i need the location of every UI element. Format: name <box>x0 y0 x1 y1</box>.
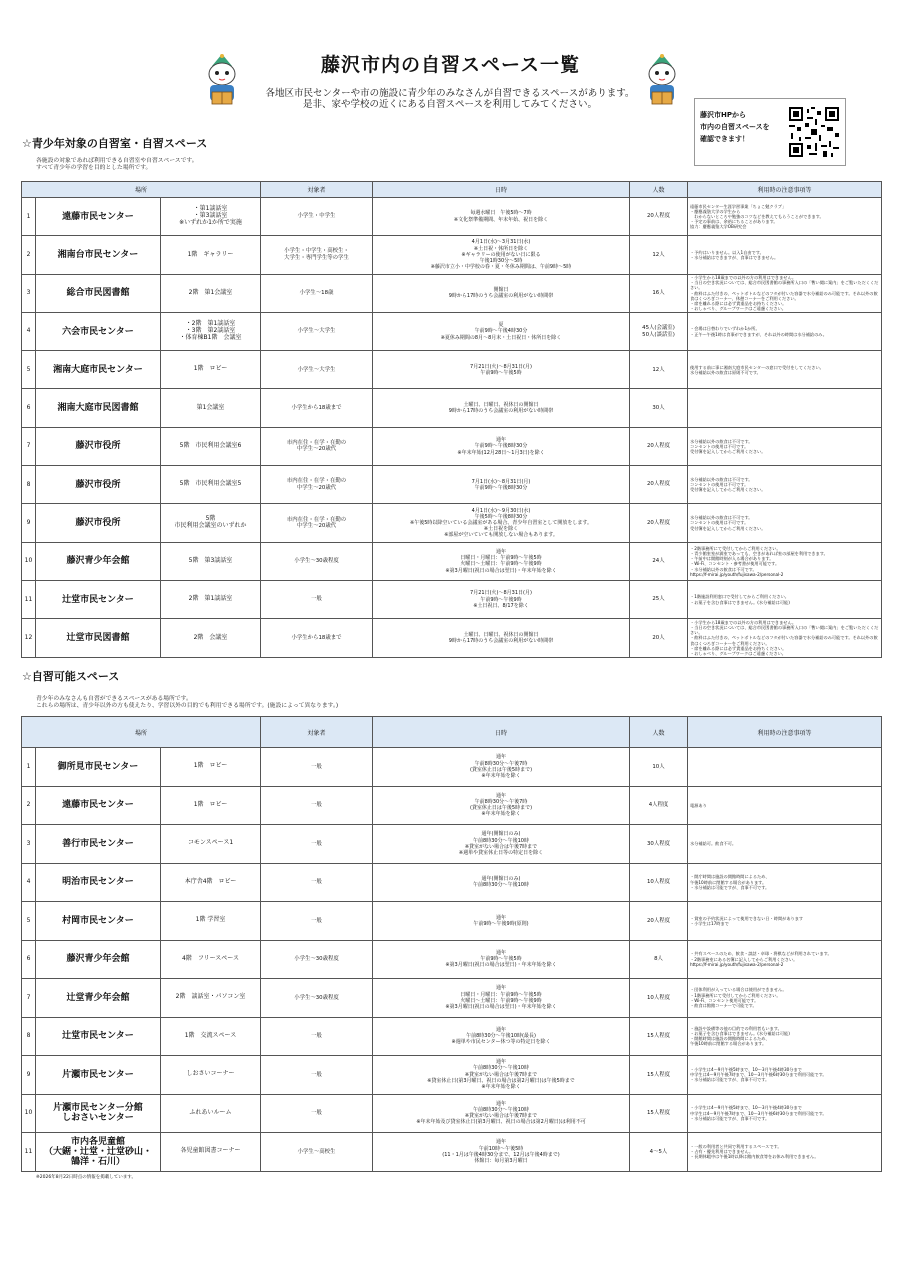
column-header: 利用時の注意事項等 <box>688 182 882 198</box>
target-audience-cell: 一般 <box>261 825 373 864</box>
facility-name-cell: 片瀬市民センター <box>36 1056 161 1095</box>
table-row <box>22 1017 882 1056</box>
capacity-cell: 15人程度 <box>630 1017 688 1056</box>
location-cell: 2階 談話室・パソコン室 <box>161 979 261 1018</box>
target-audience-cell: 小学生から18歳まで <box>261 389 373 427</box>
table-row <box>22 619 882 657</box>
opening-hours-cell: 通年 午前8時30分～午後10時 ※貸室がない場合は午後7時まで ※貸室休止日(第3月曜日、祝日の場合は第2月曜日)は午後5時まで ※年末年始を除く <box>373 1056 630 1095</box>
location-cell: 2階 第1会議室 <box>161 274 261 312</box>
facility-name-cell: 御所見市民センター <box>36 748 161 787</box>
row-number-cell: 10 <box>22 542 36 580</box>
opening-hours-cell: 7月1日(水)～8月31日(月) 午前9時～午後8時30分 <box>373 466 630 504</box>
facility-name-cell: 総合市民図書館 <box>36 274 161 312</box>
opening-hours-cell: 毎週水曜日 午後5時～7時 ※文化祭準備期間、年末年始、祝日を除く <box>373 198 630 236</box>
column-header: 対象者 <box>261 182 373 198</box>
location-cell: 2階 第1談話室 <box>161 580 261 618</box>
opening-hours-cell: 通年 午前8時30分～午後10時 ※貸室がない場合は午後7時まで ※年末年始及び貸室休止日(第3月曜日、祝日の場合は第2月曜日)は利用不可 <box>373 1094 630 1133</box>
opening-hours-cell: 通年 午前8時30分～午後10時(最長) ※週単や市民センター休つ等の特定日を除く <box>373 1017 630 1056</box>
opening-hours-cell: 土曜日、日曜日、祝休日の開館日 9時から17時のうち会議室の利用がない時間帯 <box>373 619 630 657</box>
target-audience-cell: 一般 <box>261 863 373 902</box>
capacity-cell: 20人程度 <box>630 504 688 542</box>
section-description: 各施設の対象であれば利用できる自習室や自習スペースです。 すべて青少年の学習を目的とした場所です。 <box>36 158 198 171</box>
page-title: 藤沢市内の自習スペース一覧 <box>320 54 581 76</box>
capacity-cell: 4人程度 <box>630 786 688 825</box>
target-audience-cell: 一般 <box>261 786 373 825</box>
capacity-cell: 12人 <box>630 351 688 389</box>
row-number-cell: 6 <box>22 940 36 979</box>
facility-name-cell: 遠藤市民センター <box>36 198 161 236</box>
row-number-cell: 5 <box>22 351 36 389</box>
row-number-cell: 2 <box>22 786 36 825</box>
page-subtitle: 各地区市民センターや市の施設に青少年のみなさんが自習できるスペースがあります。 是非、家や学校の近くにある自習スペースを利用してみてください。 <box>265 88 635 110</box>
row-number-cell: 12 <box>22 619 36 657</box>
target-audience-cell: 一般 <box>261 1056 373 1095</box>
notes-cell: ・1階施設利用窓口で受付してからご利用ください。 ・お菓子を含む食事はできません。(水分補給は可能) <box>688 580 882 618</box>
table-row <box>22 580 882 618</box>
column-header: 対象者 <box>261 717 373 748</box>
table-row <box>22 198 882 236</box>
row-number-cell: 8 <box>22 466 36 504</box>
section-description: 青少年のみなさんも自習ができるスペースがある場所です。 これらの場所は、青少年以外の方も使えたり、学習以外の目的でも利用できる場所です。(施設によって異なります。) <box>36 696 339 709</box>
row-number-cell: 8 <box>22 1017 36 1056</box>
target-audience-cell: 小学生・中学生・高校生・ 大学生・専門学生等の学生 <box>261 236 373 274</box>
opening-hours-cell: 通年 午前8時30分～午後7時 (貸室休止日は午後5時まで) ※年末年始を除く <box>373 748 630 787</box>
row-number-cell: 4 <box>22 312 36 350</box>
capacity-cell: 8人 <box>630 940 688 979</box>
opening-hours-cell: 通年(開館日のみ) 午前8時30分～午後10時 <box>373 863 630 902</box>
facility-name-cell: 藤沢青少年会館 <box>36 542 161 580</box>
youth-study-room-table <box>21 181 882 658</box>
location-cell: 本庁舎4階 ロビー <box>161 863 261 902</box>
opening-hours-cell: 7月21日(火)～8月31日(月) 午前9時～午後5時 <box>373 351 630 389</box>
notes-cell: ・会場は日替わりでいずれか1か所。 ・正午～午後1時は食事ができますが、それ以外の時間は水分補給のみ。 <box>688 312 882 350</box>
row-number-cell: 1 <box>22 198 36 236</box>
facility-name-cell: 藤沢市役所 <box>36 427 161 465</box>
target-audience-cell: 小学生・中学生 <box>261 198 373 236</box>
facility-name-cell: 藤沢市役所 <box>36 466 161 504</box>
row-number-cell: 2 <box>22 236 36 274</box>
target-audience-cell: 小学生～30歳程度 <box>261 940 373 979</box>
target-audience-cell: 市内在住・在学・在勤の 中学生～20歳代 <box>261 466 373 504</box>
qr-caption: 藤沢市HPから 市内の自習スペースを 確認できます！ <box>700 111 770 143</box>
row-number-cell: 1 <box>22 748 36 787</box>
notes-cell <box>688 389 882 427</box>
target-audience-cell: 小学生から18歳まで <box>261 619 373 657</box>
table-row <box>22 466 882 504</box>
opening-hours-cell: 通年 午前9時～午後9時(原則) <box>373 902 630 941</box>
notes-cell: ・小学生は4～9月午後5時まで、10～3月午後4時30分まで 中学生は4～9月午後7時まで、10～3月午後6時30分まで利用可能です。 ・水分補給は可能ですが、食事不可です。 <box>688 1056 882 1095</box>
facility-name-cell: 辻堂青少年会館 <box>36 979 161 1018</box>
qr-code-icon[interactable] <box>789 107 839 157</box>
column-header: 人数 <box>630 717 688 748</box>
target-audience-cell: 一般 <box>261 580 373 618</box>
capacity-cell: 10人程度 <box>630 863 688 902</box>
opening-hours-cell: 通年 午前10時～午後5時 (11・1月は午後4時30分まで、12月は午後4時まで) 休館日：毎月第3月曜日 <box>373 1133 630 1172</box>
capacity-cell: 20人程度 <box>630 198 688 236</box>
location-cell: 4階 フリースペース <box>161 940 261 979</box>
row-number-cell: 6 <box>22 389 36 427</box>
opening-hours-cell: 通年 日曜日・月曜日：午前9時～午後5時 火曜日～土曜日：午前9時～午後9時 ※第3月曜日(祝日の場合は翌日)・年末年始を除く <box>373 979 630 1018</box>
location-cell: 1階 ロビー <box>161 786 261 825</box>
column-header: 利用時の注意事項等 <box>688 717 882 748</box>
opening-hours-cell: 4月1日(水)～9月30日(水) 午後5時～午後8時30分 ※午後5時以降空いている会議室がある場合、青少年自習室として開放をします。 ※土日祝を除く ※部屋が空いていても開放しない場合もあります。 <box>373 504 630 542</box>
opening-hours-cell: 通年 午前9時～午後8時30分 ※年末年始(12月28日～1月3日)を除く <box>373 427 630 465</box>
table-row <box>22 786 882 825</box>
row-number-cell: 3 <box>22 825 36 864</box>
capacity-cell: 15人程度 <box>630 1094 688 1133</box>
row-number-cell: 7 <box>22 427 36 465</box>
facility-name-cell: 湘南大庭市民センター <box>36 351 161 389</box>
notes-cell: ・貸室の予約状況によって使用できない日・時間があります ・小学生は17時まで <box>688 902 882 941</box>
capacity-cell: 20人 <box>630 619 688 657</box>
notes-cell: 水分補給以外の飲食は不可です。 コンセントの使用は不可です。 受付簿を記入してからご利用ください。 <box>688 466 882 504</box>
target-audience-cell: 一般 <box>261 1017 373 1056</box>
table-row <box>22 274 882 312</box>
footnote: ※2026年8月22日時点の情報を掲載しています。 <box>36 1175 136 1180</box>
notes-cell: ・小学生は4～9月午後5時まで、10～3月午後4時30分まで 中学生は4～9月午後7時まで、10～3月午後6時30分まで利用可能です。 ・水分補給は可能ですが、食事不可です。 <box>688 1094 882 1133</box>
notes-cell: 電源あり <box>688 786 882 825</box>
facility-name-cell: 遠藤市民センター <box>36 786 161 825</box>
target-audience-cell: 市内在住・在学・在勤の 中学生～20歳代 <box>261 504 373 542</box>
location-cell: 1階 ギャラリー <box>161 236 261 274</box>
table-row <box>22 542 882 580</box>
location-cell: コモンスペース1 <box>161 825 261 864</box>
capacity-cell: 45人(会議室) 50人(談話室) <box>630 312 688 350</box>
table-row <box>22 236 882 274</box>
opening-hours-cell: 通年 日曜日・月曜日：午前9時～午後5時 火曜日～土曜日：午前9時～午後9時 ※第3月曜日(祝日の場合は翌日)・年末年始を除く <box>373 542 630 580</box>
facility-name-cell: 辻堂市民センター <box>36 1017 161 1056</box>
location-cell: しおさいコーナー <box>161 1056 261 1095</box>
study-space-table <box>21 716 882 1172</box>
location-cell: ・2階 第1談話室 ・3階 第2談話室 ・体育棟B1階 会議室 <box>161 312 261 350</box>
row-number-cell: 9 <box>22 1056 36 1095</box>
capacity-cell: 4～5人 <box>630 1133 688 1172</box>
row-number-cell: 3 <box>22 274 36 312</box>
location-cell: 1階 ロビー <box>161 748 261 787</box>
target-audience-cell: 小学生～大学生 <box>261 312 373 350</box>
table-row <box>22 1133 882 1172</box>
table-row <box>22 940 882 979</box>
location-cell: 2階 会議室 <box>161 619 261 657</box>
row-number-cell: 7 <box>22 979 36 1018</box>
notes-cell: 水分補給以外の飲食は不可です。 コンセントの使用は不可です。 受付簿を記入してからご利用ください。 <box>688 427 882 465</box>
notes-cell: 遠藤市民センター生涯学習事業「ちょこ勉クラブ」 ・慶應義塾大学の学生から わからないところや勉強のコツなどを教えてもらうことができます。 ・予定の事前は、余裕にちることがあります。 協力：慶應義塾大学OB研究会 <box>688 198 882 236</box>
notes-cell: ・一般の利用者と共同で利用するスペースです。 ・占有・優先利用はできません。 ・長期休暇中は午後1時以降は館内飲食等をお休み利用できません。 <box>688 1133 882 1172</box>
column-header: 人数 <box>630 182 688 198</box>
facility-name-cell: 市内各児童館 （大鋸・辻堂・辻堂砂山・ 鵠洋・石川） <box>36 1133 161 1172</box>
location-cell: 5階 市民利用会議室6 <box>161 427 261 465</box>
notes-cell: ・団体利用が入っている場合は使用ができません。 ・1階事務所にて受付してからご利用ください。 ・Wi-Fi、コンセント使用可能です。 ・飲食は館館コーナーで可能です。 <box>688 979 882 1018</box>
notes-cell: 使用する前に事に湘南大庭市民センターの窓口で受付をしてください。 水分補給以外の飲食は原則不可です。 <box>688 351 882 389</box>
opening-hours-cell: 通年 午前8時30分～午後7時 (貸室休止日は午後5時まで) ※年末年始を除く <box>373 786 630 825</box>
row-number-cell: 11 <box>22 1133 36 1172</box>
opening-hours-cell: 4月1日(水)～3月31日(水) ※土日祝・休所日を除く ※ギャラリーの使用がない日に限る 午後1時30分～5時 ※藤沢市立小・中学校の春・夏・冬休み期間は、午前9時～5時 <box>373 236 630 274</box>
target-audience-cell: 市内在住・在学・在勤の 中学生～20歳代 <box>261 427 373 465</box>
notes-cell: ・開庁時間は施設の開館時間によるため、 午後10時前に閉館する場合があります。 ・水分補給は可能ですが、食事不可です。 <box>688 863 882 902</box>
facility-name-cell: 善行市民センター <box>36 825 161 864</box>
location-cell: 第1会議室 <box>161 389 261 427</box>
target-audience-cell: 一般 <box>261 1094 373 1133</box>
opening-hours-cell: 通年(開館日のみ) 午前8時30分～午後10時 ※貸室がない場合は午後7時まで ※週単や貸室休止日等の特定日を除く <box>373 825 630 864</box>
facility-name-cell: 湘南大庭市民図書館 <box>36 389 161 427</box>
table-row <box>22 902 882 941</box>
facility-name-cell: 六会市民センター <box>36 312 161 350</box>
target-audience-cell: 小学生～30歳程度 <box>261 542 373 580</box>
facility-name-cell: 明治市民センター <box>36 863 161 902</box>
facility-name-cell: 辻堂市民センター <box>36 580 161 618</box>
notes-cell <box>688 748 882 787</box>
target-audience-cell: 一般 <box>261 902 373 941</box>
location-cell: 各児童館図書コーナー <box>161 1133 261 1172</box>
table-row <box>22 1056 882 1095</box>
capacity-cell: 20人程度 <box>630 427 688 465</box>
location-cell: 1階 ロビー <box>161 351 261 389</box>
table-row <box>22 504 882 542</box>
location-cell: 1階 交流スペース <box>161 1017 261 1056</box>
table-row <box>22 312 882 350</box>
location-cell: 1階 学習室 <box>161 902 261 941</box>
opening-hours-cell: 夏 午前9時～午後4時30分 ※夏休み期間の8月～8月末・土日祝日・休所日を除く <box>373 312 630 350</box>
notes-cell: ・施設や設備等の他の目的での利用者もいます。 ・お菓子を含む食事はできません。(水分補給は可能) ・開館時間は施設の開館時間によるため、 午後10時前に閉館する場合があります。 <box>688 1017 882 1056</box>
target-audience-cell: 小学生～高校生 <box>261 1133 373 1172</box>
table-row <box>22 748 882 787</box>
table-row <box>22 979 882 1018</box>
facility-name-cell: 村岡市民センター <box>36 902 161 941</box>
row-number-cell: 9 <box>22 504 36 542</box>
location-cell: 5階 市民利用会議室5 <box>161 466 261 504</box>
row-number-cell: 4 <box>22 863 36 902</box>
capacity-cell: 20人程度 <box>630 902 688 941</box>
facility-name-cell: 辻堂市民図書館 <box>36 619 161 657</box>
target-audience-cell: 小学生～30歳程度 <box>261 979 373 1018</box>
opening-hours-cell: 開館日 9時から17時のうち会議室の利用がない時間帯 <box>373 274 630 312</box>
notes-cell: 水分補給以外の飲食は不可です。 コンセントの使用は不可です。 受付簿を記入してからご利用ください。 <box>688 504 882 542</box>
capacity-cell: 15人程度 <box>630 1056 688 1095</box>
table-row <box>22 863 882 902</box>
capacity-cell: 30人程度 <box>630 825 688 864</box>
opening-hours-cell: 通年 午前9時～午後5時 ※第3月曜日(祝日の場合は翌日)・年末年始を除く <box>373 940 630 979</box>
target-audience-cell: 一般 <box>261 748 373 787</box>
capacity-cell: 20人程度 <box>630 466 688 504</box>
capacity-cell: 16人 <box>630 274 688 312</box>
column-header: 日時 <box>373 717 630 748</box>
column-header: 場所 <box>22 182 261 198</box>
column-header: 日時 <box>373 182 630 198</box>
row-number-cell: 5 <box>22 902 36 941</box>
section-heading: ☆自習可能スペース <box>22 670 120 683</box>
section-heading: ☆青少年対象の自習室・自習スペース <box>22 137 208 150</box>
table-row <box>22 1094 882 1133</box>
capacity-cell: 10人程度 <box>630 979 688 1018</box>
column-header: 場所 <box>22 717 261 748</box>
table-row <box>22 825 882 864</box>
facility-name-cell: 片瀬市民センター分館 しおさいセンター <box>36 1094 161 1133</box>
qr-info-box <box>694 98 846 166</box>
capacity-cell: 30人 <box>630 389 688 427</box>
table-row <box>22 427 882 465</box>
row-number-cell: 10 <box>22 1094 36 1133</box>
facility-name-cell: 湘南台市民センター <box>36 236 161 274</box>
notes-cell: ・予約はいりません。以入1自由です。 ・水分補給はできますが、食事はできません。 <box>688 236 882 274</box>
row-number-cell: 11 <box>22 580 36 618</box>
capacity-cell: 24人 <box>630 542 688 580</box>
location-cell: ・第1談話室 ・第3談話室 ※いずれか1か所で実施 <box>161 198 261 236</box>
notes-cell: ・共有スペースのため、飲食・談話・卓球・将棋などが利用されています。 ・2階事務室にある名簿に記入してからご利用ください。 https://f-mirai.jp/youth/fujisawa-2/personal-2 <box>688 940 882 979</box>
location-cell: 5階 第3談話室 <box>161 542 261 580</box>
table-row <box>22 351 882 389</box>
notes-cell: ・2階事務所にて受付してからご利用ください。 ・青少館室室が満室であっても、空きがあれば室の部屋を利用できます。 ・午前中は開館時刻が入る場合があります。 ・Wi-Fi、コンセント・参考書が使用可能です。 ・水分補給以外の飲食は不可です。 https://f-mirai.jp/youth/fujisawa-2/personal-2 <box>688 542 882 580</box>
location-cell: ふれあいルーム <box>161 1094 261 1133</box>
facility-name-cell: 藤沢青少年会館 <box>36 940 161 979</box>
target-audience-cell: 小学生～大学生 <box>261 351 373 389</box>
capacity-cell: 25人 <box>630 580 688 618</box>
notes-cell: ・小学生から18歳までの以外の方の利用はできません。 ・当日の空き状況については、総合市民図書館の事務所入口の「暫い閲に案内」をご覧いただくください。 ・飲料はふた付きの、ペットボトルなどのフタが付いた容器で水分補給のみ可能です。それ以外の飲食はくつろぎコーナーをご利用ください。 ・席を離れる際には必ず貴重品をお持ちください。 ・おしゃべり、グループワークはご遠慮ください。 <box>688 619 882 657</box>
capacity-cell: 12人 <box>630 236 688 274</box>
opening-hours-cell: 土曜日、日曜日、祝休日の開館日 9時から17時のうち会議室の利用がない時間帯 <box>373 389 630 427</box>
opening-hours-cell: 7月21日(火)～8月31日(月) 午前9時～午後9時 ※土日祝日、8/17を除く <box>373 580 630 618</box>
notes-cell: ・小学生から18歳までの以外の方の利用はできません。 ・当日の空き状況については、総合市民図書館の事務所入口の「暫い閲に案内」をご覧いただくください。 ・飲料はふた付きの、ペットボトルなどのフタが付いた容器で水分補給のみ可能です。それ以外の飲食はくつろぎコーナー、休憩コーナーをご利用ください。 ・席を離れる際には必ず貴重品をお持ちください。 ・おしゃべり、グループワークはご遠慮ください。 <box>688 274 882 312</box>
capacity-cell: 10人 <box>630 748 688 787</box>
table-row <box>22 389 882 427</box>
facility-name-cell: 藤沢市役所 <box>36 504 161 542</box>
target-audience-cell: 小学生～18歳 <box>261 274 373 312</box>
location-cell: 5階 市民利用会議室のいずれか <box>161 504 261 542</box>
notes-cell: 水分補給可。飲食不可。 <box>688 825 882 864</box>
